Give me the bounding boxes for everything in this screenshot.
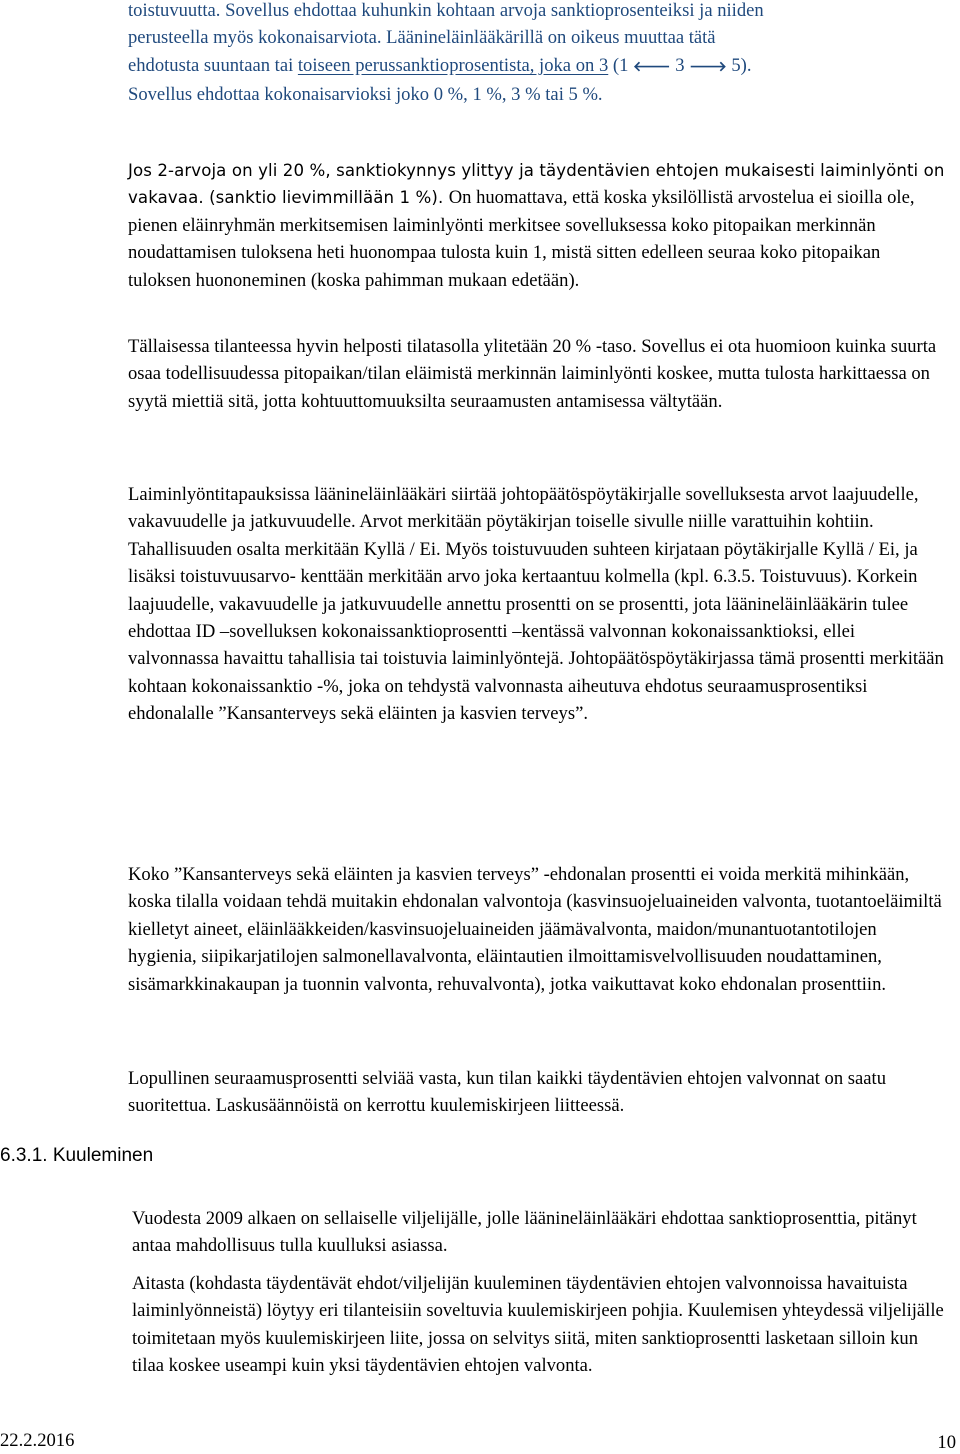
section-heading: 6.3.1. Kuuleminen xyxy=(0,1145,154,1166)
aitasta-paragraph: Aitasta (kohdasta täydentävät ehdot/viljelijän kuuleminen täydentävien ehtojen valvonnoissa havaituista laiminlyönneistä) löytyy eri tilanteisiin soveltuvia kuulemiskirjeen pohjia. Kuulemisen yhteydessä viljelijälle toimitetaan myös kuulemiskirjeen liite, jossa on selvitys siitä, miten sanktioprosentti lasketaan silloin kun tilaa koskee useampi kuin yksi täydentävien ehtojen valvonta. xyxy=(132,1273,944,1377)
final-paragraph: Lopullinen seuraamusprosentti selviää vasta, kun tilan kaikki täydentävien ehtojen valvonnat on saatu suoritettua. Laskusäännöistä on kerrottu kuulemiskirjeen liitteessä. xyxy=(128,1068,887,1117)
footer-date: 22.2.2016 xyxy=(0,1430,75,1451)
severity-paragraph xyxy=(128,157,946,294)
intro-paragraph xyxy=(128,0,946,109)
protocol-paragraph: Laiminlyöntitapauksissa läänineläinlääkäri siirtää johtopäätöspöytäkirjalle sovelluksesta arvot laajuudelle, vakavuudelle ja jatkuvuudelle. Arvot merkitään pöytäkirjan toiselle sivulle niille varattuihin kohtiin. Tahallisuuden osalta merkitään Kyllä / Ei. Myös toistuvuuden suhteen kirjataan pöytäkirjalle Kyllä / Ei, ja lisäksi toistuvuusarvo- kenttään merkitään arvo joka kertaantuu kolmella (kpl. 6.3.5. Toistuvuus). Korkein laajuudelle, vakavuudelle ja jatkuvuudelle annettu prosentti on se prosentti, jota läänineläinlääkärin tulee ehdottaa ID –sovelluksen kokonaissanktioprosentti –kentässä valvonnan kokonaissanktioksi, ellei valvonnassa havaittu tahallisia tai toistuvia laiminlyöntejä. Johtopäätöspöytäkirjassa tämä prosentti merkitään kohtaan kokonaissanktio -%, joka on tehdystä valvonnasta aiheutuva ehdotus seuraamusprosentiksi ehdonalalle ”Kansanterveys sekä eläinten ja kasvien terveys”. xyxy=(128,484,944,725)
intro-line-3: ehdotusta suuntaan tai toiseen perussanktioprosentista, joka on 3 (1 🡐 3 🡒 5). xyxy=(128,54,752,76)
intro-line-4: Sovellus ehdottaa kokonaisarvioksi joko 0 %, 1 %, 3 % tai 5 %. xyxy=(128,84,603,106)
domain-paragraph: Koko ”Kansanterveys sekä eläinten ja kasvien terveys” -ehdonalan prosentti ei voida merkitä mihinkään, koska tilalla voidaan tehdä muitakin ehdonalan valvontoja (kasvinsuojeluaineiden valvonta, tuotantoeläimiltä kielletyt aineet, eläinlääkkeiden/kasvinsuojeluaineiden jäämävalvonta, maidon/munantuotantotilojen hygienia, siipikarjatilojen salmonellavalvonta, eläintautien ilmoittamisvelvollisuuden noudattaminen, sisämarkkinakaupan ja tuonnin valvonta, rehuvalvonta), jotka vaikuttavat koko ehdonalan prosenttiin. xyxy=(128,864,942,995)
arrow-left-icon: 🡐 xyxy=(633,58,671,75)
threshold-paragraph: Tällaisessa tilanteessa hyvin helposti tilatasolla ylitetään 20 % -taso. Sovellus ei ota huomioon kuinka suurta osaa todellisuudessa pitopaikan/tilan eläimistä merkinnän laiminlyönti koskee, mutta tulosta harkittaessa on syytä miettiä sitä, jotta kohtuuttomuuksilta seuraamusten antamisessa vältytään. xyxy=(128,336,937,412)
kuuleminen-2009-paragraph: Vuodesta 2009 alkaen on sellaiselle viljelijälle, jolle läänineläinlääkäri ehdottaa sanktioprosenttia, pitänyt antaa mahdollisuus tulla kuulluksi asiassa. xyxy=(132,1208,917,1257)
severity-sans-text: Jos 2-arvoja on yli 20 %, sanktiokynnys ylittyy ja täydentävien ehtojen mukaisesti laiminlyönti on vakavaa. (sanktio lievimmillään 1 %). xyxy=(128,161,945,208)
page-number: 10 xyxy=(937,1432,956,1453)
underlined-phrase: toiseen perussanktioprosentista, joka on 3 xyxy=(297,54,609,76)
intro-line-2: perusteella myös kokonaisarviota. Läänineläinlääkärillä on oikeus muuttaa tätä xyxy=(128,27,716,49)
intro-line-1: toistuvuutta. Sovellus ehdottaa kuhunkin kohtaan arvoja sanktioprosenteiksi ja niiden xyxy=(128,0,764,21)
severity-serif-text: On huomattava, että koska yksilöllistä arvostelua ei sioilla ole, pienen eläinryhmän merkitsemisen laiminlyönti merkitsee sovelluksessa koko pitopaikan merkinnän noudattamisen tuloksena heti huonompaa tulosta kuin 1, mistä sitten edelleen seuraa koko pitopaikan tuloksen huononeminen (koska pahimman mukaan edetään). xyxy=(128,187,915,291)
arrow-right-icon: 🡒 xyxy=(689,58,727,75)
